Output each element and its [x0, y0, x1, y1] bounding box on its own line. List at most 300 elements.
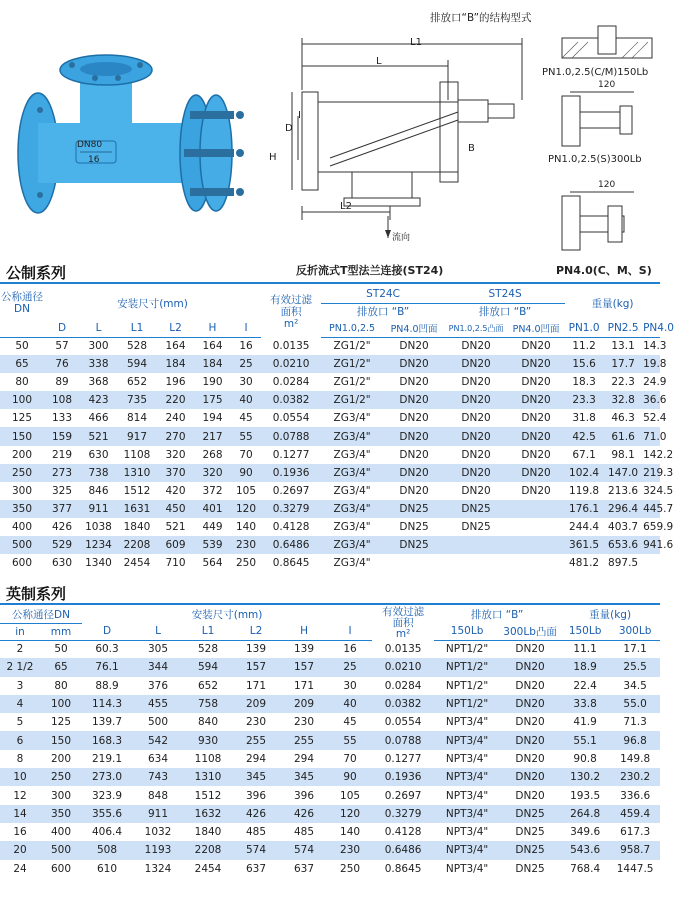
table-cell: 219.1 [82, 750, 132, 768]
table-cell: 324.5 [643, 482, 660, 500]
table-cell: 543.6 [560, 841, 610, 859]
table-cell: 46.3 [603, 409, 643, 427]
table-cell: 294 [280, 750, 328, 768]
table-cell: 2454 [117, 554, 157, 572]
table-cell: DN20 [500, 640, 560, 658]
table-cell: 20 [0, 841, 40, 859]
table-cell: 403.7 [603, 518, 643, 536]
table-cell: 0.4128 [372, 823, 434, 841]
table-cell: 350 [0, 500, 44, 518]
table-cell: DN25 [383, 518, 445, 536]
table-cell: 184 [194, 355, 231, 373]
table-cell: 100 [40, 695, 82, 713]
table-cell: 0.1936 [261, 464, 321, 482]
table-cell: 157 [232, 658, 280, 676]
table-cell: 41.9 [560, 713, 610, 731]
table-cell: 564 [194, 554, 231, 572]
table-cell: 1447.5 [610, 860, 660, 878]
table-cell: DN20 [500, 713, 560, 731]
table-cell: DN20 [445, 373, 507, 391]
table-cell: 0.8645 [372, 860, 434, 878]
table-cell: 42.5 [565, 427, 603, 445]
table-cell: 76.1 [82, 658, 132, 676]
metric-sub-outlet-2: PN4.0凹面 [383, 320, 445, 337]
metric-sub-weight-3: PN4.0 [643, 320, 660, 337]
table-cell: ZG3/4" [321, 500, 383, 518]
table-cell: NPT3/4" [434, 805, 500, 823]
table-cell: DN25 [500, 823, 560, 841]
table-cell: 80 [40, 677, 82, 695]
table-cell: 600 [0, 554, 44, 572]
table-cell: 164 [194, 337, 231, 355]
table-cell: 6 [0, 731, 40, 749]
table-cell: DN20 [507, 391, 565, 409]
table-cell: 911 [132, 805, 184, 823]
table-cell: 361.5 [565, 536, 603, 554]
table-cell: 5 [0, 713, 40, 731]
table-cell: 529 [44, 536, 80, 554]
table-row [0, 731, 660, 749]
table-cell: 175 [194, 391, 231, 409]
table-cell: 150 [0, 427, 44, 445]
metric-sub-dn-blank [0, 320, 44, 337]
table-cell [643, 554, 660, 572]
table-cell: 270 [157, 427, 194, 445]
table-cell: 98.1 [603, 446, 643, 464]
table-cell: 200 [40, 750, 82, 768]
table-cell: 0.0135 [261, 337, 321, 355]
table-cell: 574 [280, 841, 328, 859]
table-cell: DN25 [500, 805, 560, 823]
table-cell: 1632 [184, 805, 232, 823]
table-cell: 65 [0, 355, 44, 373]
table-row [0, 695, 660, 713]
table-cell: 147.0 [603, 464, 643, 482]
table-cell: DN25 [500, 841, 560, 859]
table-cell: 1310 [184, 768, 232, 786]
table-cell: 250 [328, 860, 372, 878]
metric-header-install: 安装尺寸(mm) [117, 297, 188, 310]
table-cell: 1512 [184, 786, 232, 804]
table-cell: DN20 [383, 337, 445, 355]
table-row [0, 677, 660, 695]
metric-sub-outlet-4: PN4.0凹面 [507, 320, 565, 337]
product-label-pn: 16 [88, 155, 100, 165]
metric-sub-l: L [80, 320, 117, 337]
table-cell: 294 [232, 750, 280, 768]
table-cell: 396 [280, 786, 328, 804]
table-cell: 0.0135 [372, 640, 434, 658]
table-cell: 840 [184, 713, 232, 731]
table-cell: 45 [328, 713, 372, 731]
dim-h: H [269, 152, 277, 163]
table-cell: 184 [157, 355, 194, 373]
table-cell: 400 [40, 823, 82, 841]
table-cell: 528 [117, 337, 157, 355]
table-cell: 50 [40, 640, 82, 658]
tee-strainer-illustration [0, 45, 250, 270]
table-cell: 0.4128 [261, 518, 321, 536]
table-cell: NPT3/4" [434, 750, 500, 768]
table-cell: 230 [231, 536, 261, 554]
table-cell: 325 [44, 482, 80, 500]
table-cell: 370 [157, 464, 194, 482]
table-cell: 80 [0, 373, 44, 391]
table-cell: 320 [157, 446, 194, 464]
table-cell: 420 [157, 482, 194, 500]
table-cell: 594 [184, 658, 232, 676]
imperial-sub-d: D [82, 623, 132, 640]
table-cell: ZG3/4" [321, 536, 383, 554]
imperial-header-install: 安装尺寸(mm) [191, 609, 263, 621]
table-cell: 1234 [80, 536, 117, 554]
table-cell [507, 518, 565, 536]
table-cell: 0.8645 [261, 554, 321, 572]
table-cell: DN20 [500, 677, 560, 695]
table-cell: 164 [157, 337, 194, 355]
imperial-sub-l2: L2 [232, 623, 280, 640]
table-row [0, 427, 660, 445]
table-cell: 120 [231, 500, 261, 518]
table-cell: 90 [328, 768, 372, 786]
metric-sub-weight-2: PN2.5 [603, 320, 643, 337]
table-cell: DN20 [445, 446, 507, 464]
table-cell: DN20 [445, 464, 507, 482]
table-row [0, 658, 660, 676]
table-cell: 52.4 [643, 409, 660, 427]
table-cell: 14.3 [643, 337, 660, 355]
table-cell: 3 [0, 677, 40, 695]
table-cell: 1038 [80, 518, 117, 536]
table-cell: 55.1 [560, 731, 610, 749]
table-cell: 89 [44, 373, 80, 391]
table-cell: DN20 [507, 337, 565, 355]
table-cell: 250 [40, 768, 82, 786]
table-cell: 600 [40, 860, 82, 878]
table-cell: 24.9 [643, 373, 660, 391]
outlet-detail-2 [562, 88, 652, 146]
table-cell: 273.0 [82, 768, 132, 786]
table-cell: 401 [194, 500, 231, 518]
table-cell: 0.0210 [261, 355, 321, 373]
table-cell: DN20 [383, 391, 445, 409]
table-cell: 230 [232, 713, 280, 731]
table-cell: NPT1/2" [434, 695, 500, 713]
table-cell: 55 [231, 427, 261, 445]
table-cell: ZG3/4" [321, 482, 383, 500]
table-cell: DN20 [383, 464, 445, 482]
imperial-header-filter-unit: m² [395, 627, 411, 640]
table-cell: 1310 [117, 464, 157, 482]
table-cell: 0.0788 [372, 731, 434, 749]
table-cell: 1108 [117, 446, 157, 464]
table-cell: ZG3/4" [321, 554, 383, 572]
table-cell: DN20 [445, 409, 507, 427]
metric-header-outlet-s: 排放口 “B” [478, 306, 532, 319]
table-cell: ZG3/4" [321, 446, 383, 464]
table-cell: 71.3 [610, 713, 660, 731]
table-row [0, 464, 660, 482]
table-cell: 71.0 [643, 427, 660, 445]
table-cell: 230 [280, 713, 328, 731]
table-cell: 466 [80, 409, 117, 427]
table-cell: DN20 [445, 391, 507, 409]
table-row [0, 337, 660, 355]
table-cell: DN20 [383, 427, 445, 445]
table-cell: 108 [44, 391, 80, 409]
table-cell: 159 [44, 427, 80, 445]
table-cell: 0.1936 [372, 768, 434, 786]
table-cell: 36.6 [643, 391, 660, 409]
table-cell: 142.2 [643, 446, 660, 464]
table-cell: 377 [44, 500, 80, 518]
imperial-header-weight: 重量(kg) [589, 609, 632, 621]
table-cell: 8 [0, 750, 40, 768]
table-cell: DN20 [500, 658, 560, 676]
drawing-caption: 反折流式T型法兰连接(ST24) [296, 264, 444, 277]
metric-sub-i: I [231, 320, 261, 337]
table-row [0, 860, 660, 878]
metric-sub-outlet-1: PN1.0,2.5 [321, 320, 383, 337]
imperial-sub-outlet-2: 300Lb凸面 [500, 623, 560, 640]
table-row [0, 786, 660, 804]
table-cell: 521 [157, 518, 194, 536]
table-cell: 355.6 [82, 805, 132, 823]
table-cell: 105 [231, 482, 261, 500]
table-cell: 16 [328, 640, 372, 658]
table-cell: NPT1/2" [434, 677, 500, 695]
detail-label-2: PN1.0,2.5(S)300Lb [548, 154, 642, 165]
table-cell: 0.0554 [372, 713, 434, 731]
table-cell: DN20 [445, 482, 507, 500]
table-cell: 140 [231, 518, 261, 536]
table-row [0, 750, 660, 768]
imperial-title: 英制系列 [6, 585, 67, 603]
table-cell: 34.5 [610, 677, 660, 695]
table-cell: 336.6 [610, 786, 660, 804]
table-cell: 485 [280, 823, 328, 841]
dim-l: L [376, 56, 382, 67]
table-cell: 268 [194, 446, 231, 464]
table-cell: 1840 [117, 518, 157, 536]
metric-header-filter [261, 286, 321, 337]
table-cell: 930 [184, 731, 232, 749]
table-cell: 0.2697 [372, 786, 434, 804]
table-cell: 157 [280, 658, 328, 676]
table-cell: 171 [232, 677, 280, 695]
table-cell: DN20 [507, 446, 565, 464]
metric-header-outlet-c: 排放口 “B” [356, 306, 410, 319]
table-cell: 2208 [184, 841, 232, 859]
imperial-sub-h: H [280, 623, 328, 640]
table-cell: 61.6 [603, 427, 643, 445]
table-cell: DN20 [383, 373, 445, 391]
table-cell: 13.1 [603, 337, 643, 355]
table-cell: 481.2 [565, 554, 603, 572]
detail-dim-2: 120 [598, 180, 616, 190]
table-cell: 32.8 [603, 391, 643, 409]
table-cell: 2 [0, 640, 40, 658]
imperial-header-dn: 公称通径DN [0, 606, 82, 623]
table-cell: 23.3 [565, 391, 603, 409]
table-cell: 846 [80, 482, 117, 500]
imperial-header-filter [372, 606, 434, 640]
table-cell: 659.9 [643, 518, 660, 536]
table-cell: 300 [80, 337, 117, 355]
table-cell: 120 [328, 805, 372, 823]
table-cell: 10 [0, 768, 40, 786]
table-cell: 500 [0, 536, 44, 554]
imperial-header-outlet: 排放口 “B” [470, 609, 524, 621]
table-cell: 76 [44, 355, 80, 373]
metric-title: 公制系列 [6, 264, 67, 282]
table-row [0, 805, 660, 823]
imperial-sub-l1: L1 [184, 623, 232, 640]
table-cell: 11.1 [560, 640, 610, 658]
table-cell: 449 [194, 518, 231, 536]
table-cell: 426 [280, 805, 328, 823]
table-cell: 11.2 [565, 337, 603, 355]
table-cell: 320 [194, 464, 231, 482]
table-cell: 338 [80, 355, 117, 373]
metric-header-dn: 公称通径 DN [1, 291, 43, 315]
table-cell: NPT3/4" [434, 786, 500, 804]
table-cell [383, 554, 445, 572]
table-cell: 637 [232, 860, 280, 878]
table-cell: DN25 [383, 500, 445, 518]
table-cell: 209 [280, 695, 328, 713]
table-cell: 14 [0, 805, 40, 823]
outlet-detail-1 [562, 22, 652, 64]
table-cell: 1340 [80, 554, 117, 572]
table-cell: 0.1277 [261, 446, 321, 464]
imperial-sub-weight-2: 300Lb [610, 623, 660, 640]
table-cell: 710 [157, 554, 194, 572]
table-cell: 653.6 [603, 536, 643, 554]
table-cell: NPT3/4" [434, 823, 500, 841]
table-cell: NPT3/4" [434, 768, 500, 786]
table-cell: 33.8 [560, 695, 610, 713]
table-cell: 240 [157, 409, 194, 427]
table-cell: 102.4 [565, 464, 603, 482]
table-cell: 630 [80, 446, 117, 464]
table-row [0, 482, 660, 500]
table-cell: 90.8 [560, 750, 610, 768]
table-cell: 296.4 [603, 500, 643, 518]
table-cell: 941.6 [643, 536, 660, 554]
table-cell: 100 [0, 391, 44, 409]
table-cell: 273 [44, 464, 80, 482]
metric-sub-weight-1: PN1.0 [565, 320, 603, 337]
table-cell: DN20 [383, 482, 445, 500]
table-cell: 25.5 [610, 658, 660, 676]
imperial-sub-in: in [0, 623, 40, 640]
table-cell: 209 [232, 695, 280, 713]
table-cell: 90 [231, 464, 261, 482]
dim-l1: L1 [410, 37, 422, 48]
dim-d: D [285, 123, 293, 134]
table-cell: 16 [231, 337, 261, 355]
table-cell: 2 1/2 [0, 658, 40, 676]
table-row [0, 536, 660, 554]
table-cell: 0.6486 [372, 841, 434, 859]
table-cell: DN20 [445, 337, 507, 355]
metric-header-filter-unit: m² [283, 317, 299, 330]
table-cell: ZG3/4" [321, 518, 383, 536]
imperial-table-body [0, 640, 660, 878]
table-cell: 25 [328, 658, 372, 676]
table-cell: 17.7 [603, 355, 643, 373]
table-cell: NPT1/2" [434, 658, 500, 676]
imperial-header-filter-label: 有效过滤面积 [382, 605, 425, 629]
table-cell: 897.5 [603, 554, 643, 572]
table-cell: DN20 [507, 409, 565, 427]
imperial-sub-weight-1: 150Lb [560, 623, 610, 640]
metric-header-weight: 重量(kg) [591, 297, 634, 310]
table-cell: 176.1 [565, 500, 603, 518]
table-cell: 12 [0, 786, 40, 804]
product-label-dn: DN80 [77, 140, 103, 150]
table-cell: 16 [0, 823, 40, 841]
dim-l2: L2 [340, 201, 352, 212]
table-cell: 40 [231, 391, 261, 409]
table-cell: 372 [194, 482, 231, 500]
table-cell: 305 [132, 640, 184, 658]
imperial-sub-outlet-1: 150Lb [434, 623, 500, 640]
table-cell: 57 [44, 337, 80, 355]
table-cell: 455 [132, 695, 184, 713]
metric-sub-d: D [44, 320, 80, 337]
table-cell: 768.4 [560, 860, 610, 878]
metric-sub-l2: L2 [157, 320, 194, 337]
table-cell: 65 [40, 658, 82, 676]
table-cell: 911 [80, 500, 117, 518]
imperial-sub-i: I [328, 623, 372, 640]
table-cell: 45 [231, 409, 261, 427]
table-row [0, 500, 660, 518]
table-cell: 125 [40, 713, 82, 731]
table-cell: 0.3279 [372, 805, 434, 823]
table-cell: 594 [117, 355, 157, 373]
table-cell: 31.8 [565, 409, 603, 427]
table-cell: 230 [328, 841, 372, 859]
detail-label-3: PN4.0(C、M、S) [556, 264, 652, 277]
table-cell: 193.5 [560, 786, 610, 804]
table-cell: DN20 [500, 768, 560, 786]
table-cell: 139 [232, 640, 280, 658]
outlet-detail-3 [562, 188, 652, 250]
table-row [0, 640, 660, 658]
table-cell: 423 [80, 391, 117, 409]
table-row [0, 554, 660, 572]
table-cell: 426 [232, 805, 280, 823]
table-cell: ZG3/4" [321, 409, 383, 427]
table-cell: 528 [184, 640, 232, 658]
table-cell: 19.8 [643, 355, 660, 373]
table-cell: 125 [0, 409, 44, 427]
technical-drawing [280, 30, 525, 245]
table-cell: DN20 [500, 695, 560, 713]
table-cell: DN20 [500, 731, 560, 749]
table-row [0, 713, 660, 731]
table-cell: 67.1 [565, 446, 603, 464]
table-cell: 213.6 [603, 482, 643, 500]
table-cell: 150 [40, 731, 82, 749]
table-cell: 230.2 [610, 768, 660, 786]
table-cell: 220 [157, 391, 194, 409]
metric-sub-l1: L1 [117, 320, 157, 337]
table-cell: 406.4 [82, 823, 132, 841]
